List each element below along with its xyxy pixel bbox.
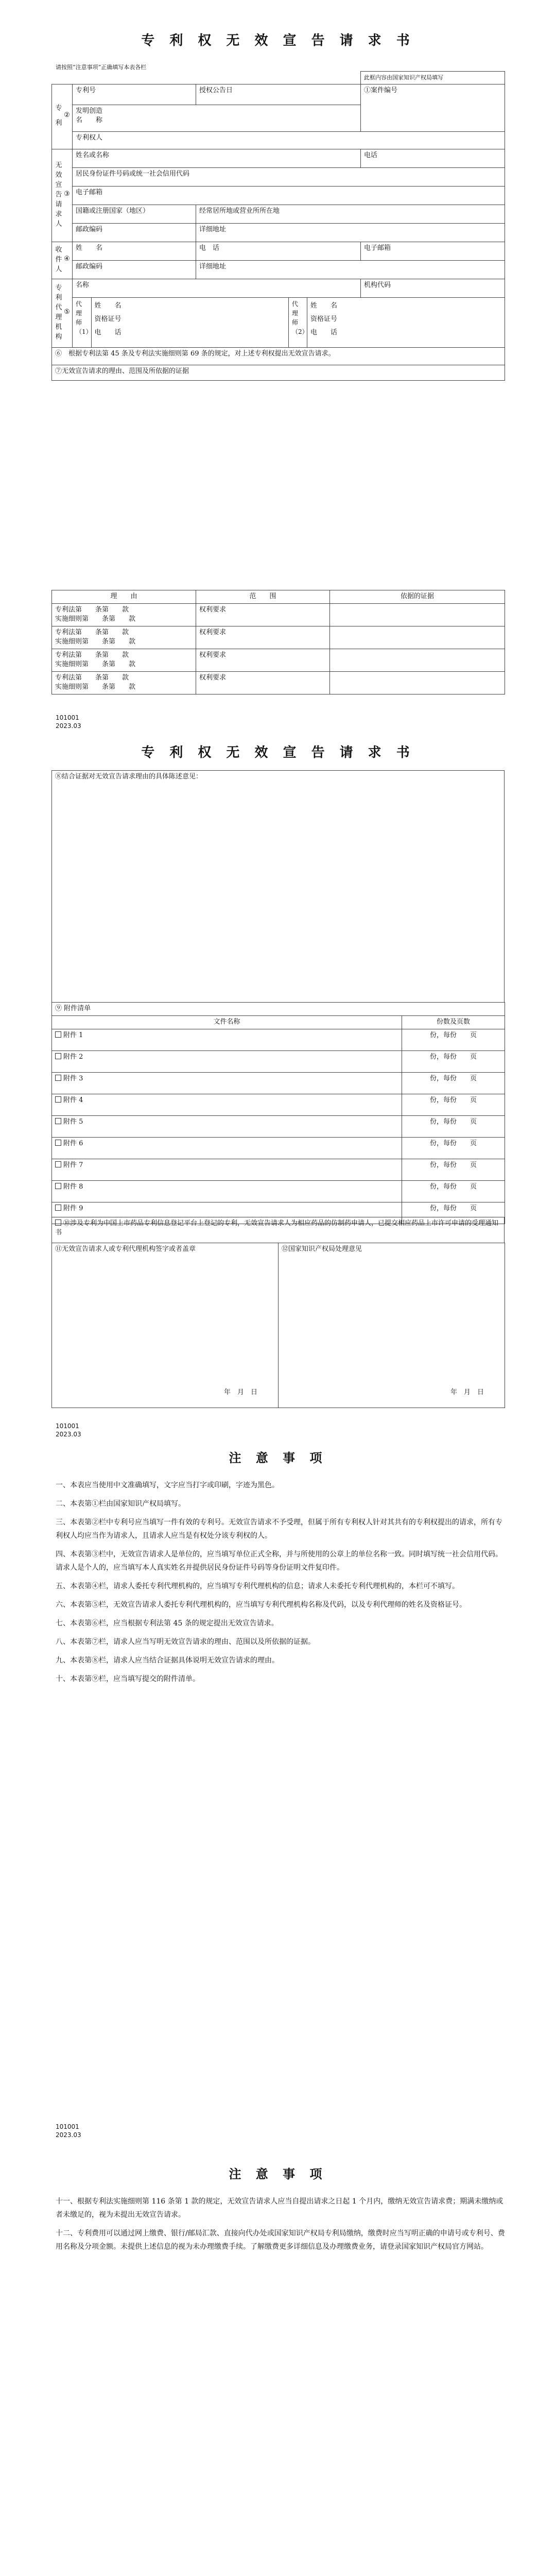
attachment-label: 附件 5 (63, 1118, 83, 1126)
requester-nationality-field[interactable]: 国籍或注册国家（地区） (73, 205, 196, 224)
note-paragraph: 七、本表第⑥栏，应当根据专利法第 45 条的规定提出无效宣告请求。 (56, 1619, 279, 1628)
agent-2-label: 代理师（2） (289, 298, 307, 347)
requester-phone-field[interactable]: 电话 (361, 149, 505, 168)
agency-name-field[interactable]: 名称 (73, 279, 361, 298)
patentee-field[interactable]: 专利权人 (73, 132, 505, 149)
checkbox-icon[interactable] (55, 1118, 61, 1124)
recipient-postcode-field[interactable]: 邮政编码 (73, 261, 196, 279)
note-paragraph: 三、本表第②栏中专利号应当填写一件有效的专利号。无效宣告请求不予受理，但属于所有专利权人针对其共有的专利权提出的请求，所有专利权人均应当作为请求人，且请求人应当是有权处分该专利权的人。 (56, 1518, 502, 1540)
note-paragraph: 一、本表应当使用中文准确填写，文字应当打字或印刷，字迹为黑色。 (56, 1481, 279, 1489)
drug-note-box (51, 1217, 505, 1243)
page-2-footer: 101001 2023.03 (56, 1422, 81, 1438)
page-2 (0, 742, 556, 1453)
page-1-footer: 101001 2023.03 (56, 714, 81, 730)
reason-statement-box (51, 770, 505, 1003)
requester-address-field[interactable]: 详细地址 (196, 224, 505, 242)
recipient-phone-field[interactable]: 电 话 (196, 242, 361, 261)
note-paragraph: 十、本表第⑨栏，应当填写提交的附件清单。 (56, 1675, 200, 1683)
attachment-row[interactable] (52, 1181, 505, 1202)
page-title: 专 利 权 无 效 宣 告 请 求 书 (141, 33, 415, 48)
notes-title: 注 意 事 项 (229, 1450, 327, 1465)
copies-field[interactable]: 份，每份 页 (430, 1096, 477, 1104)
notes-list (56, 2195, 509, 2259)
reason-row[interactable]: 专利法第 条第 款 实施细则第 条第 款 权利要求 (52, 672, 505, 694)
note-paragraph: 十一、根据专利法实施细则第 116 条第 1 款的规定，无效宣告请求人应当自提出请求之日起 1 个月内，缴纳无效宣告请求费；期满未缴纳或者未缴足的，视为未提出无效宣告请求。 (56, 2197, 503, 2219)
page-3-footer: 101001 2023.03 (56, 2123, 81, 2139)
attachment-label: 附件 4 (63, 1096, 83, 1104)
requester-name-field[interactable]: 姓名或名称 (73, 149, 361, 168)
attachment-row[interactable] (52, 1159, 505, 1181)
copies-field[interactable]: 份，每份 页 (430, 1161, 477, 1169)
agency-section-label: ⑤ 专利代理机构 (52, 279, 73, 348)
copies-field[interactable]: 份，每份 页 (430, 1183, 477, 1191)
grant-date-field[interactable]: 授权公告日 (196, 84, 361, 105)
recipient-email-field[interactable]: 电子邮箱 (361, 242, 505, 261)
agents-block (73, 298, 505, 348)
page-3 (0, 1443, 556, 2164)
recipient-name-field[interactable]: 姓 名 (73, 242, 196, 261)
reason-row[interactable]: 专利法第 条第 款 实施细则第 条第 款 权利要求 (52, 604, 505, 626)
checkbox-icon[interactable] (55, 1075, 61, 1081)
patent-number-field[interactable]: 专利号 (73, 84, 196, 105)
attachment-row[interactable] (52, 1094, 505, 1116)
attachment-row[interactable] (52, 1073, 505, 1094)
note-paragraph: 六、本表第⑤栏，无效宣告请求人委托专利代理机构的，应当填写专利代理机构名称及代码，以及专利代理师的姓名及资格证号。 (56, 1601, 466, 1609)
agent-1-label: 代理师（1） (73, 298, 91, 347)
requester-id-field[interactable]: 居民身份证件号码或统一社会信用代码 (73, 168, 505, 187)
signature-table (51, 1243, 505, 1408)
notes-list (56, 1479, 509, 1691)
attachment-row[interactable] (52, 1029, 505, 1051)
requester-residence-field[interactable]: 经常居所地或营业所所在地 (196, 205, 505, 224)
official-use-box-label: 此框内容由国家知识产权局填写 (361, 72, 505, 84)
checkbox-icon[interactable] (55, 1140, 61, 1146)
attachment-row[interactable] (52, 1116, 505, 1138)
invention-name-field[interactable]: 发明创造 名 称 (73, 105, 361, 132)
checkbox-icon[interactable] (55, 1183, 61, 1189)
reason-col-header: 理 由 (52, 590, 196, 604)
agent-1-fields[interactable]: 姓 名 资格证号 电 话 (91, 298, 289, 347)
reason-statement-field[interactable]: ⑧结合证据对无效宣告请求理由的具体陈述意见： (52, 771, 505, 1003)
requester-postcode-field[interactable]: 邮政编码 (73, 224, 196, 242)
request-form-table (51, 71, 505, 381)
copies-field[interactable]: 份，每份 页 (430, 1031, 477, 1039)
note-paragraph: 八、本表第⑦栏，请求人应当写明无效宣告请求的理由、范围以及所依据的证据。 (56, 1638, 315, 1646)
checkbox-icon[interactable] (55, 1031, 61, 1038)
page-title: 专 利 权 无 效 宣 告 请 求 书 (141, 745, 415, 760)
copies-field[interactable]: 份，每份 页 (430, 1053, 477, 1061)
copies-field[interactable]: 份，每份 页 (430, 1118, 477, 1126)
reason-row[interactable]: 专利法第 条第 款 实施细则第 条第 款 权利要求 (52, 649, 505, 672)
note-paragraph: 二、本表第①栏由国家知识产权局填写。 (56, 1500, 185, 1508)
checkbox-icon[interactable] (55, 1219, 61, 1226)
page-4 (0, 2164, 556, 2576)
attachment-label: 附件 8 (63, 1183, 83, 1191)
reasons-table (51, 590, 505, 694)
reason-row[interactable]: 专利法第 条第 款 实施细则第 条第 款 权利要求 (52, 626, 505, 649)
requester-email-field[interactable]: 电子邮箱 (73, 187, 505, 205)
checkbox-icon[interactable] (55, 1205, 61, 1211)
attachment-label: 附件 3 (63, 1075, 83, 1082)
recipient-address-field[interactable]: 详细地址 (196, 261, 505, 279)
note-paragraph: 十二、专利费用可以通过网上缴费、银行/邮局汇款、直接向代办处或国家知识产权局专利局缴纳，缴费时应当写明正确的申请号或专利号、费用名称及分项金额。未提供上述信息的视为未办理缴费手续。了解缴费更多详细信息及办理缴费业务，请登录国家知识产权局官方网站。 (56, 2229, 505, 2251)
law-basis-statement: ⑥ 根据专利法第 45 条及专利法实施细则第 69 条的规定，对上述专利权提出无效宣告请求。 (52, 348, 505, 365)
checkbox-icon[interactable] (55, 1053, 61, 1059)
checkbox-icon[interactable] (55, 1161, 61, 1167)
attachment-label: 附件 1 (63, 1031, 83, 1039)
notes-title: 注 意 事 项 (229, 2166, 327, 2181)
attachment-label: 附件 6 (63, 1140, 83, 1147)
agency-code-field[interactable]: 机构代码 (361, 279, 505, 298)
file-col-header: 文件名称 (52, 1016, 402, 1029)
drug-note[interactable]: ⑩涉及专利为中国上市药品专利信息登记平台上登记的专利，无效宣告请求人为相应药品的仿制药申请人，已提交相应药品上市许可申请的受理通知书 (52, 1217, 505, 1243)
attachment-table (51, 1002, 505, 1224)
attachment-label: 附件 7 (63, 1161, 83, 1169)
checkbox-icon[interactable] (55, 1096, 61, 1103)
note-paragraph: 五、本表第④栏，请求人委托专利代理机构的，应当填写专利代理机构的信息；请求人未委托专利代理机构的，本栏可不填写。 (56, 1582, 459, 1590)
office-opinion-box[interactable]: ⑫国家知识产权局处理意见 年 月 日 (279, 1243, 505, 1408)
attachment-label: 附件 2 (63, 1053, 83, 1061)
requester-signature-box[interactable]: ⑪无效宣告请求人或专利代理机构签字或者盖章 年 月 日 (52, 1243, 279, 1408)
attachment-row[interactable] (52, 1138, 505, 1159)
fill-instruction: 请按照“注意事项”正确填写本表各栏 (56, 64, 147, 71)
requester-section-label: ③ 无效宣告请求人 (52, 149, 73, 242)
attachment-row[interactable] (52, 1051, 505, 1073)
attachment-title: ⑨ 附件清单 (52, 1003, 505, 1016)
note-paragraph: 九、本表第⑧栏，请求人应当结合证据具体说明无效宣告请求的理由。 (56, 1656, 279, 1665)
evidence-col-header: 依据的证据 (330, 590, 505, 604)
recipient-section-label: ④ 收件人 (52, 242, 73, 279)
scope-title: ⑦无效宣告请求的理由、范围及所依据的证据 (52, 365, 505, 381)
attachment-label: 附件 9 (63, 1205, 83, 1212)
copies-field[interactable]: 份，每份 页 (430, 1140, 477, 1147)
case-number-field[interactable]: ①案件编号 (361, 84, 505, 132)
page-1 (0, 0, 556, 730)
copies-field[interactable]: 份，每份 页 (430, 1075, 477, 1082)
copies-field[interactable]: 份，每份 页 (430, 1205, 477, 1212)
scope-col-header: 范 围 (196, 590, 330, 604)
pages-col-header: 份数及页数 (402, 1016, 505, 1029)
patent-section-label: ② 专 利 (52, 84, 73, 149)
note-paragraph: 四、本表第③栏中，无效宣告请求人是单位的，应当填写单位正式全称，并与所使用的公章上的单位名称一致。同时填写统一社会信用代码。请求人是个人的，应当填写本人真实姓名并提供居民身份证件号码等身份证明文件复印件。 (56, 1550, 502, 1572)
agent-2-fields[interactable]: 姓 名 资格证号 电 话 (310, 302, 338, 336)
